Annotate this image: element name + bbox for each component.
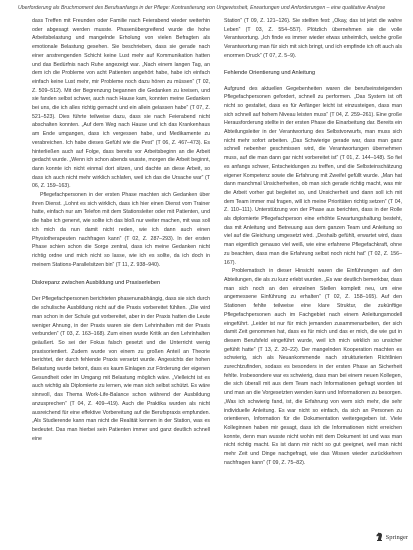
body-paragraph: Aufgrund des aktuellen Gegebenheiten waren die berufseinsteigenden Pflegefachpersonen gefordert, schnell zu performen. „Das System ist oft nicht so gestaltet, dass es für Anfänger leicht ist einzusteigen, dass man sich schnell auf hohem Niveau leisten muss“ (T 04, Z. 259–261). Eine große Herausforderung stellte in der ersten Phase die Einarbeitung dar. Bereits ein Abteilungsleiter in der Verantwortung des Selbstvorwurfs, man muss sich nicht mehr sofort arbeiten. „Das Schwierige gerade war, dass man ganz schnell nebenher geschmissen wird, die Verantwortungen übernehmen muss, auf die man dann gar nicht vorbereitet ist“ (T 01, Z. 144–148). So fiel es anfangs schwer, Entscheidungen zu treffen, und die Selbsteinschätzung eigener Kompetenz sowie die Erfahrung mit Zweifel gefüllt wurde. „Man hat dann manchmal Unsicherheiten, ob man sich gerade richtig macht, was mir die Arbeit vorher gut begleitet so, und Unsicherheit und dann soll ich mit dem Team immer mal fragen, will ich meine Prioritäten richtig setzen“ (T 04, Z. 110–111). Unterstützung von der Phase aus berichten, dass in der Rolle als diplomierte Pflegefachperson eine erhöhte Erwartungshaltung besteht, das mit Anleitung und Betreuung aus dem ganzen Team und Anleitung so viel auf die Gleichung umgesetzt wird. „Deshalb gefühlt, erwartet wird, dass man eigentlich genauso viel weiß, wie eine erfahrene Pflegefachkraft, ohne zu beachten, dass man die Erfahrung selbst noch nicht hat“ (T 02, Z. 156–167). (224, 85, 402, 266)
publisher-name: Springer (385, 533, 408, 541)
body-paragraph: dass Treffen mit Freunden oder Familie nach Feierabend wieder weiterhin oder abgesagt werden musste. Phasenübergreifend wurde die hohe Arbeitsbelastung und mangelnde Erholung von vielen Befragten als emotionale Belastung gesehen. Sie beschrieben, dass sie gerade nach einer anstrengenden Schicht keine Lust mehr auf Kommunikation hatten und das Bedürfnis nach Ruhe angezeigt war. „Nach einem langen Tag, an dem ich die Probleme von acht Patienten angehört habe, habe ich einfach einfach keine Lust mehr, mir Probleme noch dazu hören zu müssen“ (T 02, Z. 509–512). Mit der Begrenzung begannen die Gedanken zu kreisen, und sie fanden selbst schwer, auch nach Hause kam, konnten meine Gedanken bei uns, die ich alles richtig gemacht und ein allein gelassen habe“ (T 07, Z. 521–523). Dies führte teilweise dazu, dass sie nach Feierabend nicht abschalten konnten. „Auf dem Weg nach Hause und ich das Krankenhaus am Ende umgangen, dass ich vergessen habe, und Medikamente zu verabreichen. Ich habe dieses Gefühl wie die Pest“ (T 06, Z. 467–473). Es hinterließen auch auf Folge, dass bereits vor Arbeitsbeginn an die Arbeit gedacht wurde. „Wenn ich schon abends wusste, morgen die Arbeit beginnt, dann konnte ich nicht einmal dort sitzen, und dachte an diese Arbeit, so dass ich auch nicht mehr wirklich schlafen, weil ich das die Ursache war“ (T 06, Z. 159–163). (32, 18, 210, 190)
body-paragraph: Der Pflegefachpersonen berichteten phasenunabhängig, dass sie sich durch die schulische Ausbildung nicht auf die Praxis vorbereitet fühlten. „Die wird man schon in der Schule gut vorbereitet, aber in der Praxis hatten die Leute weniger Ahnung, in der Praxis waren sie dem Lehrinhalten mit der Praxis verbunden“ (T 03, Z. 163–168). Zum einen wurde Kritik an den Lehrinhalten geäußert. So sei der Fokus falsch gesetzt und die Unterricht wenig praxisorientiert. Zudem wurde von einem zu großen Anteil an Theorie berichtet, der durch fehlende Praxis versetzt wurde. Angesichts der hohen Belastung wurde betont, dass es kaum Einlagen zur Förderung der eigenen Gesundheit oder im Umgang mit Belastung möglich wäre. „Vielleicht ist es auch wichtig als Diplomierte zu lernen, wie man sich selbst schützt. Es wäre sinnvoll, das Thema Work-Life-Balance schon während der Ausbildung anzusprechen“ (T 04, Z. 409–419). Auch die Praktika wurden als nicht ausreichend für eine effektive Vorbereitung auf die Berufspraxis empfunden. „Als Studierende kann man nicht die Realität kennen in der Station, was es bedeutet. Das man hierbei sein Patienten immer und ganz deutlich schnell eine (32, 296, 210, 442)
right-column (224, 17, 402, 467)
running-header: Überforderung als Bruchmoment des Berufsanfangs in der Pflege: Kontrastierung von Ungewissheit, Erwartungen und Anforderungen – eine qualitative Analyse (18, 5, 386, 11)
body-paragraph: Pflegefachpersonen in der ersten Phase machten sich Gedanken über ihren Dienst. „Lohnt es sich wirklich, dass ich hier einen Dienst vom Trainer hatte, einfach nur am Telefon mit dem Stationsleiter oder mit Patienten, und die habe ich genervt, wie sollte ich das bloß nur weiter machen, mit was soll ich mich da nun damit nicht reden, wie ich dann auch einen Physiotherapeuten nachfragen kann“ (T 02, Z. 287–293). In der ersten Phase schien schon die Sorge zentral, dass ich meine Gedanken nicht richtig ordne und mich nicht so lasse, wie ich es sollte, da ich doch in meinem Stations-Parallelsitzen bin“ (T 11, Z. 938–940). (32, 192, 210, 268)
body-paragraph: Problematisch in dieser Hinsicht waren die Einführungen auf den Abteilungen, die als zu kurz erlebt wurden. „Es war deutlich bemerkbar, dass man sich noch an den einzelnen Stellen komplett neu, um eine angemessene Einführung zu erhalten“ (T 02, Z. 158–165). Auf den Stationen fehlte teilweise eine klare Struktur, die zukünftige Pflegefachpersonen auch im Fachgebiet nach einem Anleitungsmodell eingeführt. „Leider ist nur für mich jemanden zusammenarbeiten, der sich damit Zeit genommen hat, dass es für mich und das er mich, die wie gut in diesem Berufsfeld eingeführt wurde, weil ich mich wirklich so unsicher gefühlt hatte“ (T 13, Z. 20–22). Der mangelnden Kooperation machten es schwierig, sich als Neuankommende nach strukturierten Richtlinien zurechtzufinden, sodass es besonders in der ersten Phase an Sicherheit fehlte. Insbesondere war es schwierig, dass man bei einem neuen Kollegen, die sich überall mit aus dem Team nach Informationen gefragt worden ist und man an die Vorgesetzten wenden kann und Informationen zu besorgen. „Was ich schwierig fand, ist, die Erfahrung von wem sich mehr, die sehr individuelle Anleitung. Es war nicht so einfach, da sich an Personen zu orientieren, Information für die Dokumentation weitergegeben ist. Viele Kolleginnen haben mir gesagt, dass ich die Informationen nicht erreichen konnte, denn man wusste nicht wohin mit dem Dokument ist und was man nicht richtig macht. Es ist dann mir nicht so gut geeignet, weil man nicht mehr Zeit und Dinge nachgefragt, wie das Wissen wieder zurückkehren nachfragen kann“ (T 09, Z. 75–82). (224, 268, 403, 466)
left-column (32, 17, 210, 443)
section-heading: Fehlende Orientierung und Anleitung (224, 69, 316, 76)
springer-chess-knight-icon (375, 532, 384, 542)
section-heading: Diskrepanz zwischen Ausbildung und Praxiserleben (32, 280, 161, 287)
publisher-logo (375, 532, 408, 542)
body-paragraph: Station“ (T 09, Z. 121–126). Sie stellten fest: „Okay, das ist jetzt die wahre Leben“ (T 03, Z. 554–557). Plötzlich übernehmen sie die volle Verantwortung. „Ich finde es immer wieder etwas unheimlich, welche große Verantwortung man für sich mit sich bringt, und ich empfinde ich oft auch als enormen Druck“ (T 07, Z. 5–9). (224, 18, 402, 59)
